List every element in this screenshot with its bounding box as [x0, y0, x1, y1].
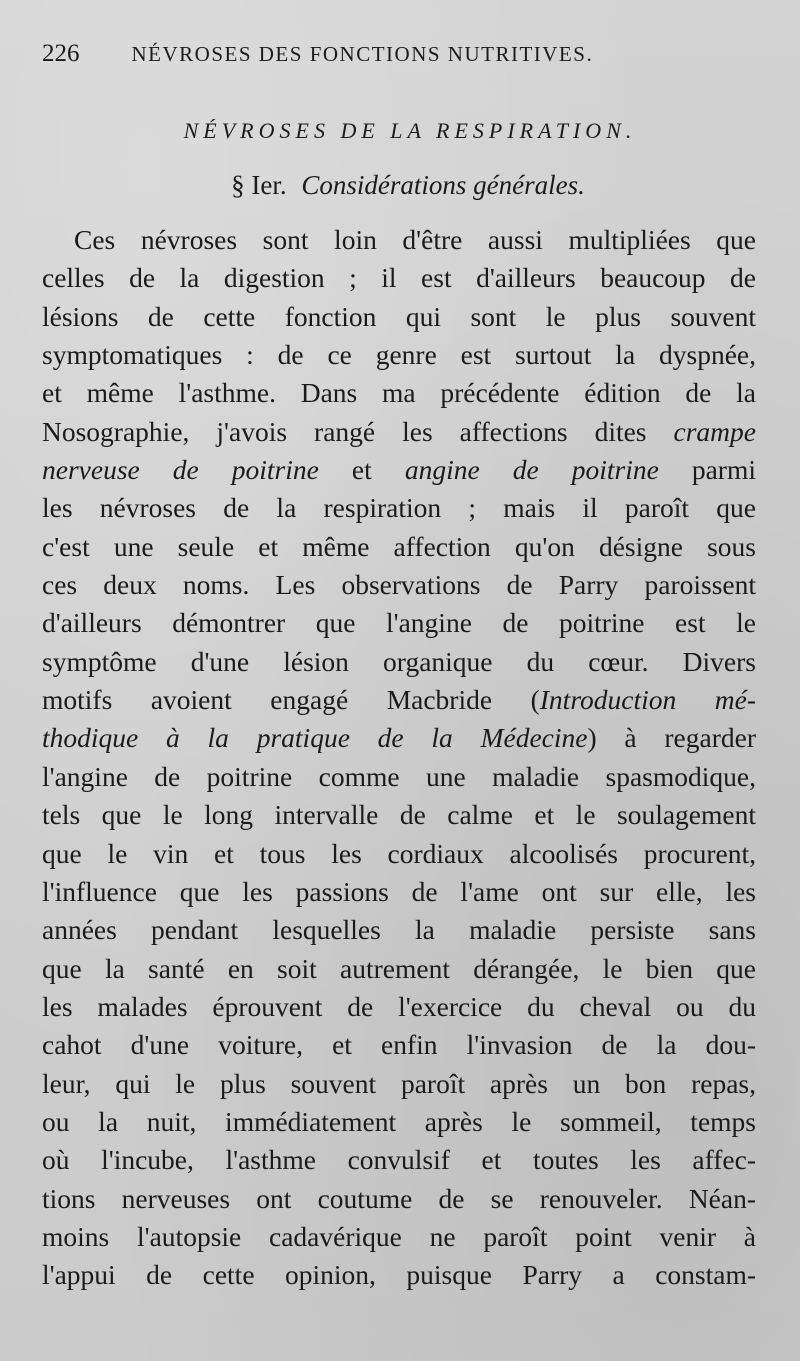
text-line: nerveuse de poitrine et angine de poitrine parmi: [42, 454, 756, 486]
text-line: l'influence que les passions de l'ame ont sur elle, les: [42, 875, 756, 907]
text-line: thodique à la pratique de la Médecine) à regarder: [42, 722, 756, 754]
text-line: lésions de cette fonction qui sont le plus souvent: [42, 300, 756, 332]
text-line: années pendant lesquelles la maladie persiste sans: [42, 914, 756, 946]
text-line: celles de la digestion ; il est d'ailleurs beaucoup de: [42, 262, 756, 294]
subsection-heading: [42, 170, 756, 201]
running-head: [42, 40, 756, 76]
text-line: d'ailleurs démontrer que l'angine de poitrine est le: [42, 607, 756, 639]
text-line: motifs avoient engagé Macbride (Introduction mé-: [42, 684, 756, 716]
running-title: NÉVROSES DES FONCTIONS NUTRITIVES.: [131, 42, 594, 66]
text-line: et même l'asthme. Dans ma précédente édition de la: [42, 377, 756, 409]
body-text: [42, 221, 756, 1295]
text-line: c'est une seule et même affection qu'on désigne sous: [42, 530, 756, 562]
text-line: moins l'autopsie cadavérique ne paroît point venir à: [42, 1220, 756, 1252]
section-heading: NÉVROSES DE LA RESPIRATION.: [183, 118, 637, 143]
text-line: Nosographie, j'avois rangé les affections dites crampe: [42, 415, 756, 447]
text-line: symptomatiques : de ce genre est surtout la dyspnée,: [42, 339, 756, 371]
text-line: cahot d'une voiture, et enfin l'invasion de la dou-: [42, 1029, 756, 1061]
text-line: où l'incube, l'asthme convulsif et toutes les affec-: [42, 1144, 756, 1176]
text-line: Ces névroses sont loin d'être aussi multipliées que: [74, 224, 756, 255]
section-mark: § Ier.: [231, 170, 287, 200]
text-line: tels que le long intervalle de calme et le soulagement: [42, 799, 756, 831]
text-line: que le vin et tous les cordiaux alcoolisés procurent,: [42, 837, 756, 869]
text-line: symptôme d'une lésion organique du cœur. Divers: [42, 645, 756, 677]
text-line: ces deux noms. Les observations de Parry paroissent: [42, 569, 756, 601]
text-line: leur, qui le plus souvent paroît après un bon repas,: [42, 1067, 756, 1099]
text-line: l'appui de cette opinion, puisque Parry a constam-: [42, 1259, 756, 1291]
text-line: les névroses de la respiration ; mais il paroît que: [42, 492, 756, 524]
text-line: ou la nuit, immédiatement après le sommeil, temps: [42, 1105, 756, 1137]
text-line: l'angine de poitrine comme une maladie spasmodique,: [42, 760, 756, 792]
text-line: les malades éprouvent de l'exercice du cheval ou du: [42, 990, 756, 1022]
page-number: 226: [42, 40, 80, 67]
text-line: que la santé en soit autrement dérangée, le bien que: [42, 952, 756, 984]
subsection-title: Considérations générales.: [301, 170, 585, 200]
text-line: tions nerveuses ont coutume de se renouveler. Néan-: [42, 1182, 756, 1214]
